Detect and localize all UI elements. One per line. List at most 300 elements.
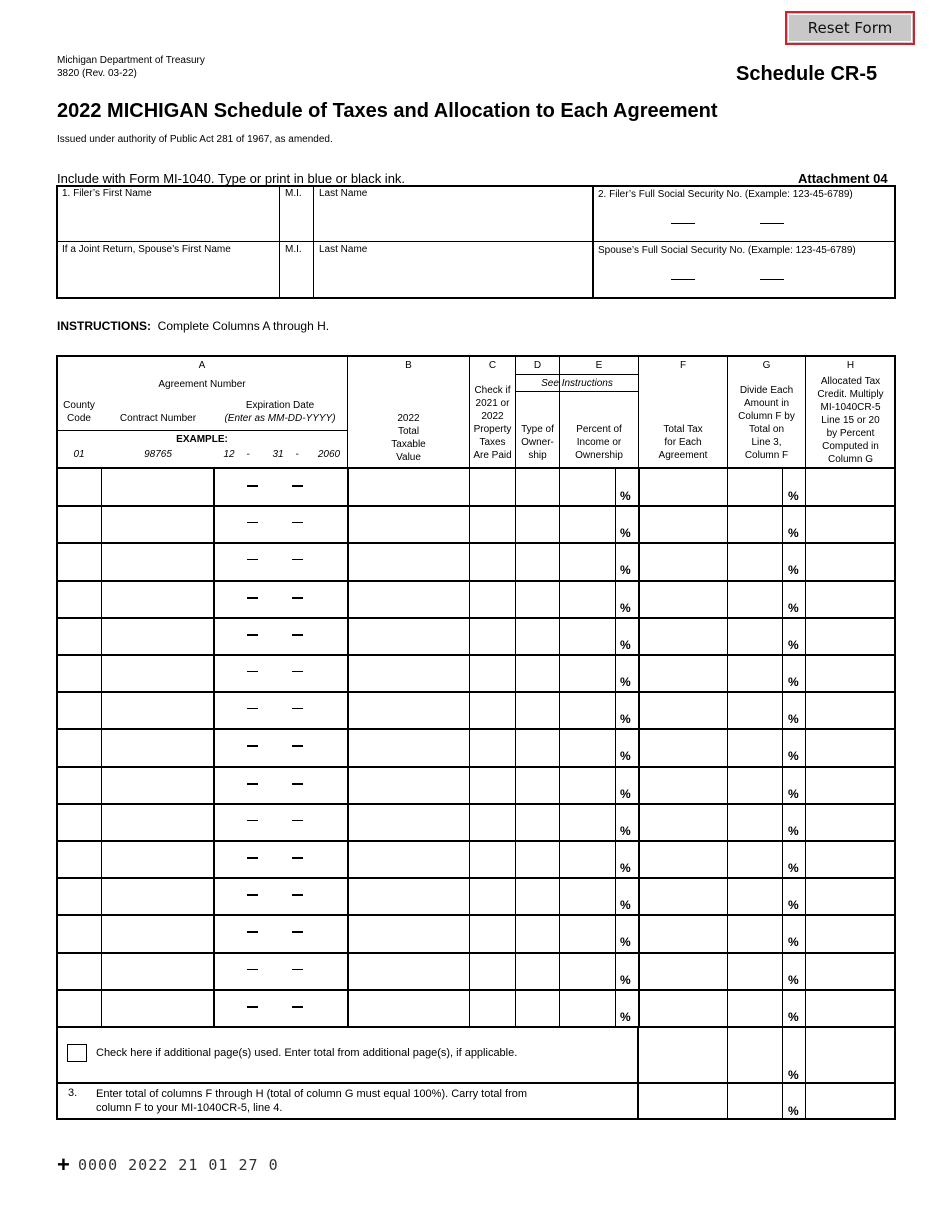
percent-sign: %	[788, 973, 799, 987]
col-h-line: Allocated Tax	[820, 376, 881, 387]
date-separator	[292, 485, 303, 487]
taxable-value-input[interactable]	[348, 619, 469, 652]
total-tax-input[interactable]	[639, 730, 727, 763]
date-separator	[247, 634, 258, 636]
form-number: 3820 (Rev. 03-22)	[57, 68, 137, 79]
allocated-credit-input[interactable]	[806, 656, 895, 689]
date-separator	[247, 857, 258, 859]
spouse-last-name-field[interactable]	[319, 244, 589, 296]
allocated-credit-input[interactable]	[806, 842, 895, 875]
percent-income-input[interactable]	[560, 619, 616, 652]
line3-number: 3.	[68, 1087, 78, 1099]
col-g-header	[728, 384, 805, 462]
property-taxes-checkbox[interactable]	[470, 507, 515, 540]
ownership-type-input[interactable]	[516, 582, 559, 615]
date-separator	[292, 522, 303, 523]
code-label: Code	[67, 413, 91, 424]
percent-income-input[interactable]	[560, 730, 616, 763]
date-separator	[292, 857, 303, 859]
expiration-date-input[interactable]	[214, 916, 347, 949]
spouse-mi-label: M.I.	[285, 244, 302, 255]
col-c-letter: C	[488, 360, 497, 371]
date-separator	[292, 597, 303, 599]
county-code-input[interactable]	[57, 582, 101, 615]
example-year: 2060	[317, 449, 341, 460]
allocated-credit-input[interactable]	[806, 805, 895, 838]
taxable-value-input[interactable]	[348, 656, 469, 689]
registration-mark: +	[57, 1152, 70, 1177]
total-tax-input[interactable]	[639, 768, 727, 801]
property-taxes-checkbox[interactable]	[470, 954, 515, 987]
county-code-input[interactable]	[57, 507, 101, 540]
percent-sign: %	[620, 749, 631, 763]
line3-text	[96, 1087, 527, 1115]
col-g-letter: G	[762, 360, 771, 371]
instructions	[57, 319, 329, 333]
contract-number-input[interactable]	[102, 730, 213, 763]
taxable-value-input[interactable]	[348, 879, 469, 912]
divider	[56, 430, 347, 431]
percent-sign: %	[788, 526, 799, 540]
ownership-type-input[interactable]	[516, 768, 559, 801]
county-code-input[interactable]	[57, 954, 101, 987]
date-separator	[247, 708, 258, 709]
col-c-line: Check if	[474, 385, 511, 396]
filer-last-name-label: Last Name	[319, 188, 368, 199]
county-code-input[interactable]	[57, 619, 101, 652]
county-code-input[interactable]	[57, 991, 101, 1024]
expiration-date-input[interactable]	[214, 730, 347, 763]
col-c-line: 2022	[481, 411, 504, 422]
expiration-date-input[interactable]	[214, 842, 347, 875]
date-separator	[292, 559, 303, 560]
col-h-header	[806, 375, 895, 466]
property-taxes-checkbox[interactable]	[470, 768, 515, 801]
divider	[279, 185, 280, 299]
authority-note: Issued under authority of Public Act 281 of 1967, as amended.	[57, 134, 333, 145]
total-tax-input[interactable]	[639, 544, 727, 577]
percent-sign: %	[788, 489, 799, 503]
date-separator	[247, 1006, 258, 1008]
divider	[56, 241, 896, 242]
date-separator	[292, 745, 303, 747]
property-taxes-checkbox[interactable]	[470, 805, 515, 838]
ownership-type-input[interactable]	[516, 507, 559, 540]
percent-sign: %	[620, 824, 631, 838]
percent-income-input[interactable]	[560, 954, 616, 987]
total-tax-input[interactable]	[639, 582, 727, 615]
taxable-value-input[interactable]	[348, 805, 469, 838]
col-g-line: Column F by	[738, 411, 795, 422]
county-code-input[interactable]	[57, 730, 101, 763]
spouse-ssn-field[interactable]	[598, 245, 893, 295]
property-taxes-checkbox[interactable]	[470, 879, 515, 912]
contract-number-input[interactable]	[102, 582, 213, 615]
ownership-type-input[interactable]	[516, 544, 559, 577]
percent-sign: %	[620, 1010, 631, 1024]
col-g-line: Total on	[748, 424, 785, 435]
date-separator	[247, 931, 258, 933]
percent-sign: %	[788, 898, 799, 912]
county-code-input[interactable]	[57, 879, 101, 912]
divider	[56, 467, 896, 469]
col-c-line: Are Paid	[473, 450, 512, 461]
date-separator	[292, 969, 303, 970]
ssn-separator	[671, 279, 695, 280]
property-taxes-checkbox[interactable]	[470, 842, 515, 875]
ownership-type-input[interactable]	[516, 730, 559, 763]
date-separator	[247, 820, 258, 821]
contract-number-input[interactable]	[102, 693, 213, 726]
attachment-number: Attachment 04	[798, 171, 888, 186]
total-tax-input[interactable]	[639, 507, 727, 540]
ssn-separator	[760, 223, 784, 224]
percent-income-input[interactable]	[560, 544, 616, 577]
spouse-ssn-label: Spouse’s Full Social Security No. (Example: 123-45-6789)	[598, 245, 856, 256]
expiration-date-input[interactable]	[214, 656, 347, 689]
total-tax-input[interactable]	[639, 470, 727, 503]
col-g-line: Divide Each	[739, 385, 794, 396]
allocated-credit-input[interactable]	[806, 991, 895, 1024]
county-code-label	[57, 399, 101, 425]
filer-ssn-field[interactable]	[598, 189, 893, 239]
divider	[313, 185, 314, 299]
filer-last-name-field[interactable]	[319, 188, 589, 240]
allocation-percent-input[interactable]	[728, 656, 782, 689]
percent-sign: %	[788, 1010, 799, 1024]
county-code-input[interactable]	[57, 656, 101, 689]
allocation-percent-input[interactable]	[728, 470, 782, 503]
percent-sign: %	[788, 935, 799, 949]
property-taxes-checkbox[interactable]	[470, 916, 515, 949]
col-d-header	[516, 423, 559, 462]
allocation-percent-input[interactable]	[728, 916, 782, 949]
county-code-input[interactable]	[57, 916, 101, 949]
allocated-credit-input[interactable]	[806, 582, 895, 615]
spouse-mi-field[interactable]	[285, 244, 311, 296]
county-code-input[interactable]	[57, 693, 101, 726]
contract-number-input[interactable]	[102, 544, 213, 577]
allocated-credit-input[interactable]	[806, 544, 895, 577]
allocated-credit-input[interactable]	[806, 916, 895, 949]
percent-income-input[interactable]	[560, 470, 616, 503]
percent-income-input[interactable]	[560, 842, 616, 875]
percent-sign: %	[620, 489, 631, 503]
date-separator	[292, 820, 303, 821]
example-label: EXAMPLE:	[176, 434, 228, 445]
expiration-date-input[interactable]	[214, 879, 347, 912]
taxable-value-input[interactable]	[348, 544, 469, 577]
allocated-credit-input[interactable]	[806, 693, 895, 726]
property-taxes-checkbox[interactable]	[470, 619, 515, 652]
allocation-percent-input[interactable]	[728, 954, 782, 987]
property-taxes-checkbox[interactable]	[470, 582, 515, 615]
total-tax-input[interactable]	[639, 619, 727, 652]
additional-allocated-input[interactable]	[807, 1028, 894, 1081]
reset-form-button[interactable]: Reset Form	[785, 11, 915, 45]
contract-number-input[interactable]	[102, 916, 213, 949]
date-separator	[247, 894, 258, 896]
percent-sign: %	[620, 973, 631, 987]
taxable-value-input[interactable]	[348, 582, 469, 615]
filer-mi-field[interactable]	[285, 188, 311, 240]
date-separator	[247, 597, 258, 599]
contract-number-input[interactable]	[102, 842, 213, 875]
contract-number-input[interactable]	[102, 879, 213, 912]
contract-number-input[interactable]	[102, 805, 213, 838]
ownership-type-input[interactable]	[516, 619, 559, 652]
percent-income-input[interactable]	[560, 656, 616, 689]
percent-sign: %	[788, 563, 799, 577]
expiration-date-input[interactable]	[214, 805, 347, 838]
property-taxes-checkbox[interactable]	[470, 470, 515, 503]
col-h-line: Column G	[827, 454, 873, 465]
date-separator	[247, 969, 258, 970]
example-contract: 98765	[144, 449, 172, 460]
date-separator	[247, 485, 258, 487]
date-separator	[292, 634, 303, 636]
spouse-first-name-field[interactable]	[62, 244, 277, 296]
percent-income-input[interactable]	[560, 507, 616, 540]
col-h-line: MI-1040CR-5	[820, 402, 881, 413]
instructions-label: INSTRUCTIONS:	[57, 319, 151, 333]
col-b-line: Value	[396, 452, 421, 463]
total-tax-input[interactable]	[639, 954, 727, 987]
line3-percent-input[interactable]	[728, 1084, 781, 1118]
expiration-date-text: Expiration Date	[245, 400, 315, 411]
department-info	[57, 54, 205, 80]
col-f-letter: F	[679, 360, 687, 371]
ownership-type-input[interactable]	[516, 656, 559, 689]
contract-number-input[interactable]	[102, 954, 213, 987]
percent-sign: %	[620, 526, 631, 540]
total-tax-input[interactable]	[639, 656, 727, 689]
col-e-header	[560, 423, 638, 462]
percent-income-input[interactable]	[560, 805, 616, 838]
col-h-letter: H	[846, 360, 855, 371]
expiration-date-input[interactable]	[214, 544, 347, 577]
ssn-separator	[760, 279, 784, 280]
date-separator	[247, 745, 258, 747]
col-b-line: Total	[397, 426, 420, 437]
allocation-percent-input[interactable]	[728, 991, 782, 1024]
allocation-percent-input[interactable]	[728, 544, 782, 577]
county-code-input[interactable]	[57, 805, 101, 838]
divider	[782, 468, 783, 1026]
example-county: 01	[73, 449, 85, 460]
col-c-header	[470, 384, 515, 462]
contract-number-input[interactable]	[102, 507, 213, 540]
date-separator	[292, 783, 303, 785]
example-separator: -	[246, 449, 250, 460]
property-taxes-checkbox[interactable]	[470, 991, 515, 1024]
date-separator	[247, 522, 258, 523]
date-separator	[292, 708, 303, 709]
allocated-credit-input[interactable]	[806, 730, 895, 763]
total-tax-input[interactable]	[639, 693, 727, 726]
county-code-input[interactable]	[57, 470, 101, 503]
example-month: 12	[223, 449, 235, 460]
line3-allocated-input[interactable]	[807, 1084, 894, 1118]
col-c-line: 2021 or	[475, 398, 510, 409]
percent-income-input[interactable]	[560, 582, 616, 615]
taxable-value-input[interactable]	[348, 954, 469, 987]
property-taxes-checkbox[interactable]	[470, 693, 515, 726]
taxable-value-input[interactable]	[348, 768, 469, 801]
percent-income-input[interactable]	[560, 991, 616, 1024]
taxable-value-input[interactable]	[348, 693, 469, 726]
col-c-line: Property	[473, 424, 512, 435]
expiration-date-input[interactable]	[214, 470, 347, 503]
property-taxes-checkbox[interactable]	[470, 656, 515, 689]
taxable-value-input[interactable]	[348, 991, 469, 1024]
allocation-percent-input[interactable]	[728, 582, 782, 615]
percent-sign: %	[788, 861, 799, 875]
allocation-percent-input[interactable]	[728, 768, 782, 801]
col-b-letter: B	[405, 360, 412, 371]
col-g-line: Line 3,	[751, 437, 782, 448]
allocated-credit-input[interactable]	[806, 954, 895, 987]
col-f-line: for Each	[664, 437, 702, 448]
ownership-type-input[interactable]	[516, 805, 559, 838]
col-b-line: Taxable	[391, 439, 426, 450]
percent-income-input[interactable]	[560, 916, 616, 949]
percent-income-input[interactable]	[560, 768, 616, 801]
filer-ssn-label: 2. Filer’s Full Social Security No. (Example: 123-45-6789)	[598, 189, 853, 200]
percent-sign: %	[620, 935, 631, 949]
total-tax-input[interactable]	[639, 805, 727, 838]
include-note: Include with Form MI-1040. Type or print in blue or black ink.	[57, 171, 406, 186]
expiration-date-input[interactable]	[214, 507, 347, 540]
ownership-type-input[interactable]	[516, 842, 559, 875]
ssn-separator	[671, 223, 695, 224]
col-d-line: Type of	[521, 424, 554, 435]
instructions-text: Complete Columns A through H.	[157, 319, 330, 333]
ownership-type-input[interactable]	[516, 954, 559, 987]
divider	[515, 391, 638, 392]
total-tax-input[interactable]	[639, 991, 727, 1024]
divider	[782, 1026, 783, 1120]
allocated-credit-input[interactable]	[806, 507, 895, 540]
percent-sign: %	[788, 675, 799, 689]
divider	[515, 374, 638, 375]
col-e-line: Income or	[576, 437, 622, 448]
allocation-percent-input[interactable]	[728, 805, 782, 838]
allocation-percent-input[interactable]	[728, 879, 782, 912]
line3-text-line: Enter total of columns F through H (total of column G must equal 100%). Carry total from	[96, 1088, 528, 1100]
expiration-date-input[interactable]	[214, 991, 347, 1024]
expiration-date-input[interactable]	[214, 954, 347, 987]
total-tax-input[interactable]	[639, 842, 727, 875]
ownership-type-input[interactable]	[516, 991, 559, 1024]
ownership-type-input[interactable]	[516, 693, 559, 726]
allocated-credit-input[interactable]	[806, 879, 895, 912]
percent-sign: %	[788, 638, 799, 652]
total-tax-input[interactable]	[639, 879, 727, 912]
expiration-date-input[interactable]	[214, 619, 347, 652]
col-f-line: Total Tax	[663, 424, 703, 435]
property-taxes-checkbox[interactable]	[470, 730, 515, 763]
line3-text-line: column F to your MI-1040CR-5, line 4.	[96, 1102, 283, 1114]
percent-income-input[interactable]	[560, 879, 616, 912]
col-a-letter: A	[198, 360, 206, 371]
taxable-value-input[interactable]	[348, 842, 469, 875]
county-code-input[interactable]	[57, 842, 101, 875]
col-e-line: Ownership	[575, 450, 623, 461]
allocation-percent-input[interactable]	[728, 619, 782, 652]
form-barcode-number: 0000 2022 21 01 27 0	[78, 1156, 279, 1174]
agreement-number-label: Agreement Number	[158, 379, 246, 390]
spouse-last-name-label: Last Name	[319, 244, 368, 255]
ownership-type-input[interactable]	[516, 879, 559, 912]
page-title: 2022 MICHIGAN Schedule of Taxes and Allocation to Each Agreement	[57, 100, 718, 122]
contract-number-input[interactable]	[102, 991, 213, 1024]
contract-number-input[interactable]	[102, 470, 213, 503]
expiration-date-input[interactable]	[214, 582, 347, 615]
taxable-value-input[interactable]	[348, 916, 469, 949]
property-taxes-checkbox[interactable]	[470, 544, 515, 577]
percent-sign: %	[620, 712, 631, 726]
taxable-value-input[interactable]	[348, 730, 469, 763]
percent-sign: %	[620, 638, 631, 652]
allocation-percent-input[interactable]	[728, 507, 782, 540]
allocation-percent-input[interactable]	[728, 693, 782, 726]
percent-sign: %	[788, 749, 799, 763]
contract-number-input[interactable]	[102, 656, 213, 689]
expiration-date-label	[215, 399, 345, 425]
example-separator: -	[295, 449, 299, 460]
col-e-line: Percent of	[576, 424, 622, 435]
divider	[805, 1026, 806, 1120]
ownership-type-input[interactable]	[516, 470, 559, 503]
percent-sign: %	[788, 601, 799, 615]
allocated-credit-input[interactable]	[806, 768, 895, 801]
col-h-line: Credit. Multiply	[817, 389, 884, 400]
filer-first-name-field[interactable]	[62, 188, 277, 240]
allocated-credit-input[interactable]	[806, 470, 895, 503]
additional-total-tax-input[interactable]	[639, 1028, 726, 1081]
county-code-input[interactable]	[57, 768, 101, 801]
county-code-input[interactable]	[57, 544, 101, 577]
divider	[592, 185, 594, 299]
col-b-line: 2022	[397, 413, 420, 424]
contract-number-input[interactable]	[102, 619, 213, 652]
percent-income-input[interactable]	[560, 693, 616, 726]
percent-sign: %	[788, 712, 799, 726]
example-day: 31	[272, 449, 284, 460]
ownership-type-input[interactable]	[516, 916, 559, 949]
line3-total-tax-input[interactable]	[639, 1084, 726, 1118]
col-h-line: Computed in	[822, 441, 879, 452]
col-d-line: ship	[528, 450, 547, 461]
col-e-letter: E	[595, 360, 603, 371]
expiration-date-input[interactable]	[214, 768, 347, 801]
additional-percent-input[interactable]	[728, 1028, 781, 1081]
total-tax-input[interactable]	[639, 916, 727, 949]
allocation-percent-input[interactable]	[728, 730, 782, 763]
taxable-value-input[interactable]	[348, 507, 469, 540]
filer-mi-label: M.I.	[285, 188, 302, 199]
percent-sign: %	[620, 563, 631, 577]
allocated-credit-input[interactable]	[806, 619, 895, 652]
percent-sign: %	[788, 824, 799, 838]
percent-sign: %	[620, 898, 631, 912]
allocation-percent-input[interactable]	[728, 842, 782, 875]
additional-pages-checkbox[interactable]	[67, 1044, 87, 1062]
taxable-value-input[interactable]	[348, 470, 469, 503]
contract-number-input[interactable]	[102, 768, 213, 801]
expiration-date-input[interactable]	[214, 693, 347, 726]
